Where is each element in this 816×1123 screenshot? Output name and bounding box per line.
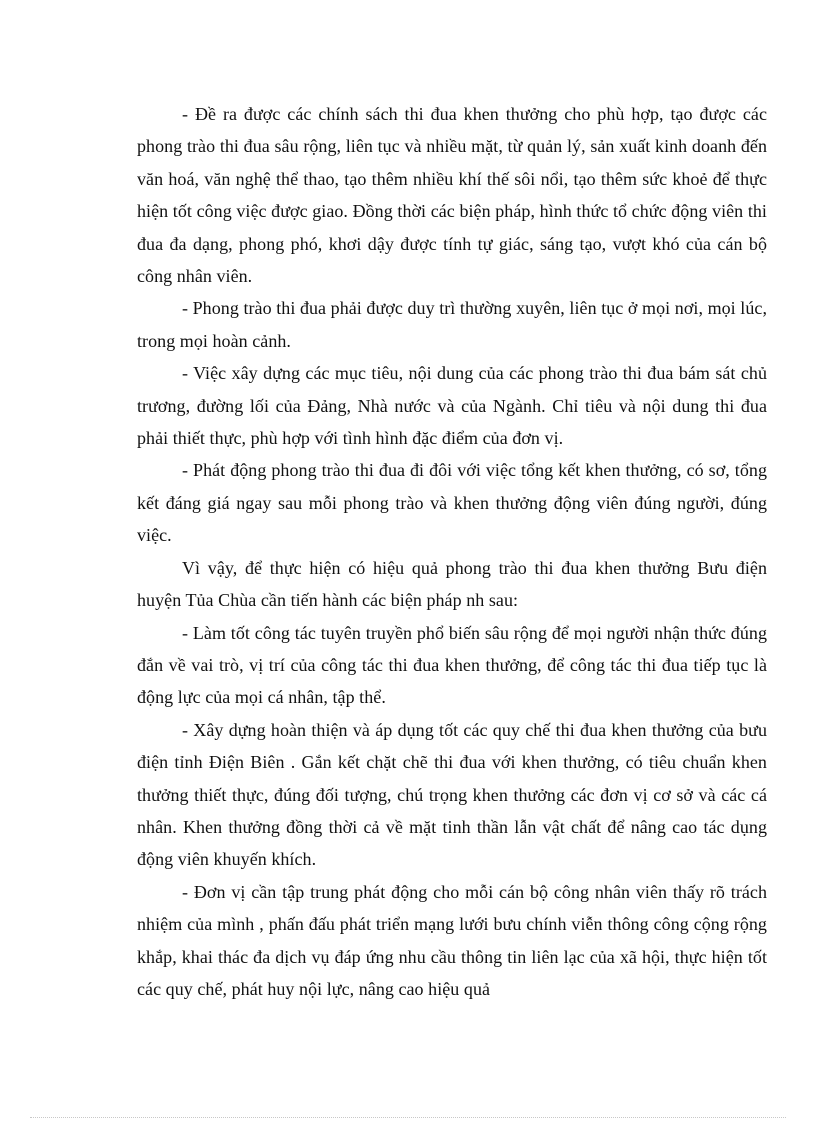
paragraph-regular-movement: - Phong trào thi đua phải được duy trì thường xuyên, liên tục ở mọi nơi, mọi lúc, trong mọi hoàn cảnh.	[137, 298, 767, 351]
paragraph-regulations: - Xây dựng hoàn thiện và áp dụng tốt các quy chế thi đua khen thưởng của bưu điện tỉnh Điện Biên . Gắn kết chặt chẽ thi đua với khen thưởng, có tiêu chuẩn khen thưởng thiết thực, đúng đối tượng, chú trọng khen thưởng các đơn vị cơ sở và các cá nhân. Khen thưởng đồng thời cả về mặt tinh thần lẫn vật chất để nâng cao tác dụng động viên khuyến khích.	[137, 719, 767, 870]
paragraph-launch-review: - Phát động phong trào thi đua đi đôi với việc tổng kết khen thưởng, có sơ, tổng kết đáng giá ngay sau mỗi phong trào và khen thưởng động viên đúng người, đúng việc.	[137, 460, 767, 546]
paragraph-responsibility: - Đơn vị cần tập trung phát động cho mỗi cán bộ công nhân viên thấy rõ trách nhiệm của mình , phấn đấu phát triển mạng lưới bưu chính viễn thông công cộng rộng khắp, khai thác đa dịch vụ đáp ứng nhu cầu thông tin liên lạc của xã hội, thực hiện tốt các quy chế, phát huy nội lực, nâng cao hiệu quả	[137, 881, 767, 999]
document-body	[137, 98, 767, 1005]
paragraph-therefore: Vì vậy, để thực hiện có hiệu quả phong trào thi đua khen thưởng Bưu điện huyện Tủa Chùa cần tiến hành các biện pháp nh sau:	[137, 557, 767, 611]
page-bottom-divider	[30, 1117, 786, 1118]
paragraph-emulation-policy: - Đề ra được các chính sách thi đua khen thưởng cho phù hợp, tạo được các phong trào thi đua sâu rộng, liên tục và nhiều mặt, từ quản lý, sản xuất kinh doanh đến văn hoá, văn nghệ thể thao, tạo thêm nhiều khí thế sôi nổi, tạo thêm sức khoẻ để thực hiện tốt công việc được giao. Đồng thời các biện pháp, hình thức tổ chức động viên thi đua đa dạng, phong phó, khơi dậy được tính tự giác, sáng tạo, vượt khó của cán bộ công nhân viên.	[137, 104, 767, 287]
paragraph-goals-content: - Việc xây dựng các mục tiêu, nội dung của các phong trào thi đua bám sát chủ trương, đường lối của Đảng, Nhà nước và của Ngành. Chỉ tiêu và nội dung thi đua phải thiết thực, phù hợp với tình hình đặc điểm của đơn vị.	[137, 363, 767, 449]
paragraph-propaganda: - Làm tốt công tác tuyên truyền phổ biến sâu rộng để mọi người nhận thức đúng đắn về vai trò, vị trí của công tác thi đua khen thưởng, để công tác thi đua tiếp tục là động lực của mọi cá nhân, tập thể.	[137, 622, 767, 708]
